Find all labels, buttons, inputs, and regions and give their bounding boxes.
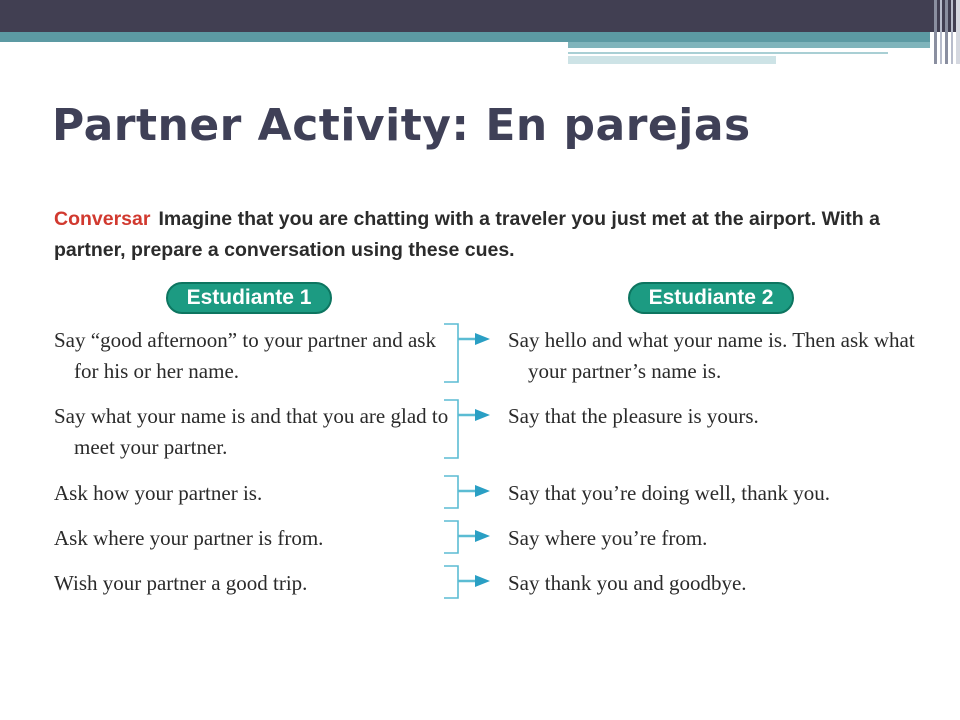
slide-title: Partner Activity: En parejas — [52, 100, 751, 151]
student1-cue: Ask where your partner is from. — [54, 526, 324, 550]
bracket-arrow-icon — [440, 398, 500, 460]
activity-instructions-text: Imagine that you are chatting with a traveler you just met at the airport. With a partner, prepare a conversation using these cues. — [54, 208, 880, 261]
activity-keyword: Conversar — [54, 208, 151, 230]
header-bar-line — [568, 52, 888, 54]
student2-cue: Say that you’re doing well, thank you. — [508, 481, 830, 505]
header-edge-stripe — [940, 0, 942, 64]
header-bar-pale — [568, 56, 776, 64]
bracket-arrow-icon — [440, 322, 500, 384]
header-edge-stripe — [945, 0, 948, 64]
header-bar-teal-secondary — [568, 42, 930, 48]
activity-instructions — [54, 204, 914, 266]
bracket-arrow-icon — [440, 564, 500, 600]
student1-cue: Ask how your partner is. — [54, 481, 263, 505]
student1-cue: Say what your name is and that you are glad to meet your partner. — [54, 404, 449, 459]
header-edge-stripe — [951, 0, 953, 64]
student2-label: Estudiante 2 — [628, 282, 794, 314]
student1-cue: Wish your partner a good trip. — [54, 571, 308, 595]
student2-cue: Say where you’re from. — [508, 526, 708, 550]
header-edge-stripe — [956, 0, 960, 64]
student1-label: Estudiante 1 — [166, 282, 332, 314]
bracket-arrow-icon — [440, 474, 500, 510]
student2-cue: Say thank you and goodbye. — [508, 571, 747, 595]
student1-cue: Say “good afternoon” to your partner and ask for his or her name. — [54, 328, 436, 383]
bracket-arrow-icon — [440, 519, 500, 555]
header-edge-stripe — [934, 0, 937, 64]
student2-cue: Say hello and what your name is. Then ask what your partner’s name is. — [508, 328, 915, 383]
student2-cue: Say that the pleasure is yours. — [508, 404, 759, 428]
header-bar-dark — [0, 0, 960, 32]
header-bar-teal — [0, 32, 930, 42]
